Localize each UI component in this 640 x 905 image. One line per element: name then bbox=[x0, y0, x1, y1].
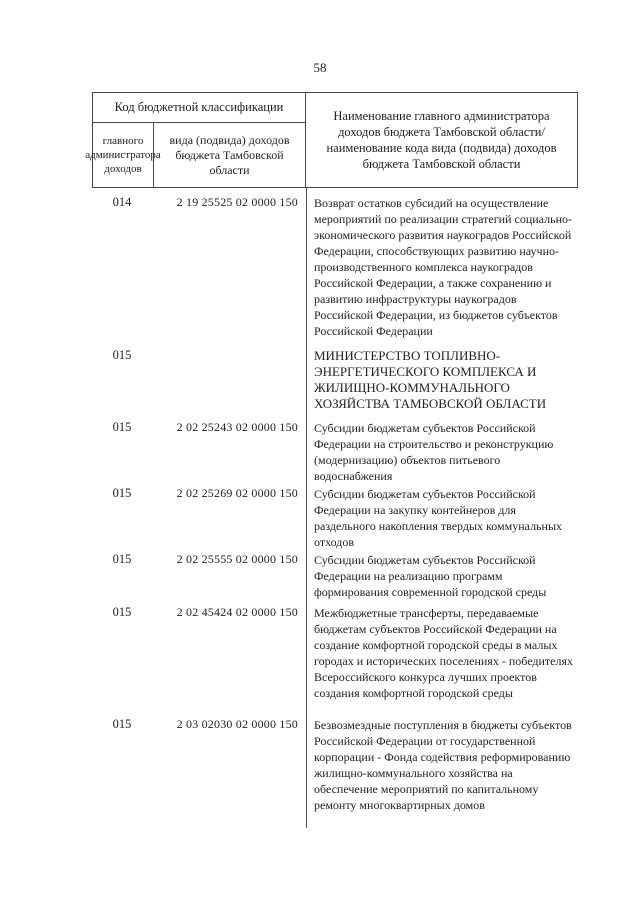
income-code: 2 02 25269 02 0000 150 bbox=[176, 486, 298, 500]
header-subcolumns bbox=[85, 122, 306, 188]
header-type-column: вида (подвида) доходов бюджета Тамбовской области bbox=[169, 132, 290, 177]
admin-code: 015 bbox=[112, 348, 132, 362]
admin-code: 015 bbox=[112, 717, 132, 731]
row-description: Субсидии бюджетам субъектов Российской Федерации на реализацию программ формирования современной городской среды bbox=[314, 553, 547, 599]
header-kbk: Код бюджетной классификации bbox=[92, 92, 306, 122]
income-code: 2 03 02030 02 0000 150 bbox=[176, 717, 298, 731]
income-code: 2 02 25243 02 0000 150 bbox=[176, 420, 298, 434]
admin-code: 015 bbox=[112, 420, 132, 434]
ministry-title: МИНИСТЕРСТВО ТОПЛИВНО-ЭНЕРГЕТИЧЕСКОГО КОМПЛЕКСА И ЖИЛИЩНО-КОММУНАЛЬНОГО ХОЗЯЙСТВА ТАМБОВСКОЙ ОБЛАСТИ bbox=[314, 348, 547, 411]
admin-code: 014 bbox=[112, 195, 132, 209]
row-description: Безвозмездные поступления в бюджеты субъектов Российской Федерации от государственной корпорации - Фонда содействия реформированию жилищно-коммунального хозяйства на обеспечение мероприятий по капитальному ремонту многоквартирных домов bbox=[314, 718, 572, 812]
row-description: Субсидии бюджетам субъектов Российской Федерации на строительство и реконструкцию (модернизацию) объектов питьевого водоснабжения bbox=[314, 421, 554, 483]
admin-code: 015 bbox=[112, 605, 132, 619]
header-admin-column: главного администратора доходов bbox=[93, 123, 154, 187]
row-description: Межбюджетные трансферты, передаваемые бюджетам субъектов Российской Федерации на создание комфортной городской среды в малых городах и исторических поселениях - победителях Всероссийского конкурса лучших проектов создания комфортной городской среды bbox=[314, 606, 573, 700]
page-number: 58 bbox=[313, 60, 327, 75]
row-description: Возврат остатков субсидий на осуществление мероприятий по реализации стратегий социально-экономического развития наукоградов Российской Федерации, способствующих развитию научно-производственного комплекса наукоградов Российской Федерации, а также сохранению и развитию инфраструктуры наукоградов Российской Федерации, из бюджетов субъектов Российской Федерации bbox=[314, 196, 572, 338]
income-code: 2 02 25555 02 0000 150 bbox=[176, 552, 298, 566]
column-divider bbox=[306, 188, 307, 828]
row-description: Субсидии бюджетам субъектов Российской Федерации на закупку контейнеров для раздельного накопления твердых коммунальных отходов bbox=[314, 487, 563, 549]
admin-code: 015 bbox=[112, 552, 132, 566]
header-name-column: Наименование главного администратора доходов бюджета Тамбовской области/наименование кода вида (подвида) доходов бюджета Тамбовской области bbox=[306, 92, 578, 188]
income-code: 2 02 45424 02 0000 150 bbox=[176, 605, 298, 619]
income-code: 2 19 25525 02 0000 150 bbox=[176, 195, 298, 209]
admin-code: 015 bbox=[112, 486, 132, 500]
